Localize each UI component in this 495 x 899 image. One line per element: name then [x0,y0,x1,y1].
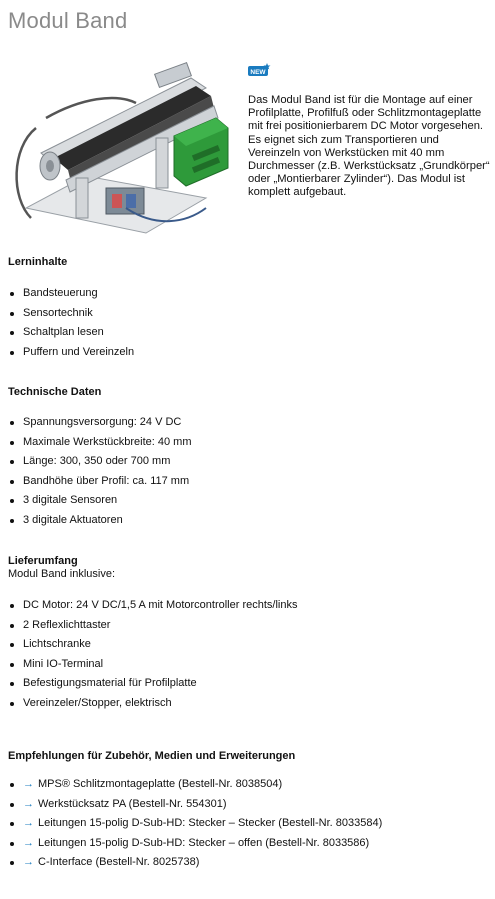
list-item-label: 3 digitale Sensoren [23,494,118,506]
list-item [8,413,192,433]
recommendation-link[interactable] [8,834,382,854]
bullet-icon [10,480,14,484]
bullet-icon [10,643,14,647]
list-item [8,284,134,304]
arrow-right-icon: → [23,817,34,829]
bullet-icon [10,604,14,608]
lerninhalte-title: Lerninhalte [8,256,68,268]
technische-daten-title: Technische Daten [8,386,102,398]
recommendation-link[interactable] [8,853,382,873]
list-item [8,596,297,616]
list-item-label: Lichtschranke [23,638,91,650]
list-item-label: Spannungsversorgung: 24 V DC [23,416,182,428]
bullet-icon [10,441,14,445]
list-item [8,635,297,655]
bullet-icon [10,822,14,826]
list-item [8,472,192,492]
bullet-icon [10,682,14,686]
bullet-icon [10,783,14,787]
list-item [8,323,134,343]
list-item [8,616,297,636]
empfehlungen-list [8,775,382,873]
list-item [8,511,192,531]
bullet-icon [10,351,14,355]
list-item-label: DC Motor: 24 V DC/1,5 A mit Motorcontroller rechts/links [23,599,298,611]
list-item-label: 2 Reflexlichttaster [23,618,111,631]
list-item [8,343,134,363]
list-item-label: Schaltplan lesen [23,326,104,338]
recommendation-link[interactable] [8,814,382,834]
bullet-icon [10,421,14,425]
bullet-icon [10,292,14,296]
lieferumfang-title: Lieferumfang [8,555,78,567]
recommendation-link[interactable] [8,795,382,815]
arrow-right-icon: → [23,836,34,849]
list-item-label: Bandhöhe über Profil: ca. 117 mm [23,474,190,487]
recommendation-label[interactable]: MPS® Schlitzmontageplatte (Bestell-Nr. 8038504) [38,778,283,790]
list-item-label: 3 digitale Aktuatoren [23,513,123,526]
list-item-label: Puffern und Vereinzeln [23,345,135,358]
list-item-label: Sensortechnik [23,306,93,319]
product-image [6,58,242,242]
arrow-right-icon: → [23,856,34,868]
lerninhalte-list [8,284,134,362]
bullet-icon [10,842,14,846]
page-title: Modul Band [8,8,128,33]
bullet-icon [10,312,14,316]
arrow-right-icon: → [23,778,34,790]
list-item [8,655,297,675]
recommendation-label[interactable]: Leitungen 15-polig D-Sub-HD: Stecker – offen (Bestell-Nr. 8033586) [38,836,370,849]
bullet-icon [10,624,14,628]
new-badge-label: NEW [250,69,266,76]
list-item-label: Länge: 300, 350 oder 700 mm [23,455,171,467]
lieferumfang-list [8,596,297,713]
technische-daten-list [8,413,192,530]
list-item-label: Bandsteuerung [23,287,98,299]
bullet-icon [10,702,14,706]
recommendation-link[interactable] [8,775,382,795]
list-item [8,694,297,714]
recommendation-label[interactable]: C-Interface (Bestell-Nr. 8025738) [38,856,200,868]
bullet-icon [10,519,14,523]
bullet-icon [10,460,14,464]
bullet-icon [10,331,14,335]
bullet-icon [10,499,14,503]
list-item-label: Befestigungsmaterial für Profilplatte [23,677,197,689]
intro-text: Das Modul Band ist für die Montage auf einer Profilplatte, Profilfuß oder Schlitzmontageplatte mit frei positionierbarem DC Motor vorgesehen. Es eignet sich zum Transportieren und Vereinzeln von Werkstücken mit 40 mm Durchmesser (z.B. Werkstücksatz „Grundkörper“ oder „Montierbarer Zylinder“). Das Modul ist komplett aufgebaut. [248,94,490,199]
list-item [8,491,192,511]
list-item-label: Mini IO-Terminal [23,657,104,670]
bullet-icon [10,663,14,667]
new-badge-icon [248,63,272,77]
bullet-icon [10,861,14,865]
empfehlungen-title: Empfehlungen für Zubehör, Medien und Erweiterungen [8,750,296,762]
list-item [8,674,297,694]
list-item [8,433,192,453]
arrow-right-icon: → [23,797,34,810]
list-item [8,304,134,324]
bullet-icon [10,803,14,807]
recommendation-label[interactable]: Leitungen 15-polig D-Sub-HD: Stecker – Stecker (Bestell-Nr. 8033584) [38,817,383,829]
lieferumfang-subtitle: Modul Band inklusive: [8,568,116,580]
recommendation-label[interactable]: Werkstücksatz PA (Bestell-Nr. 554301) [38,797,227,810]
list-item-label: Vereinzeler/Stopper, elektrisch [23,696,172,709]
list-item-label: Maximale Werkstückbreite: 40 mm [23,435,192,448]
list-item [8,452,192,472]
